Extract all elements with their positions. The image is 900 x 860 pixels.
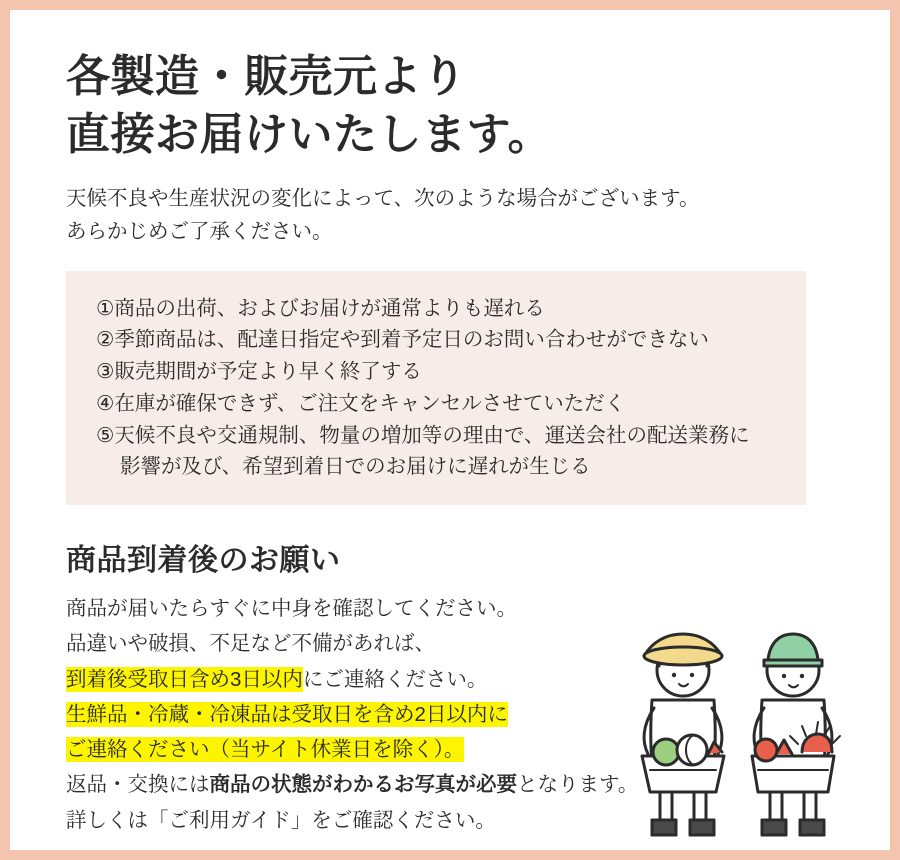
section-body [66, 591, 846, 838]
body-line-6-post: となります。 [517, 773, 639, 797]
notice-text-1: 商品の出荷、およびお届けが通常よりも遅れる [114, 296, 545, 320]
notice-text-2: 季節商品は、配達日指定や到着予定日のお問い合わせができない [114, 328, 709, 352]
page-title [66, 48, 846, 164]
notice-text-4: 在庫が確保できず、ご注文をキャンセルさせていただく [114, 391, 626, 415]
body-line-7: 詳しくは「ご利用ガイド」をご確認ください。 [66, 808, 496, 832]
list-item [96, 420, 780, 484]
notice-marker-1: ① [96, 296, 115, 320]
body-line-6-pre: 返品・交換には [66, 773, 210, 797]
flyer-content [10, 10, 890, 850]
lead-line-2: あらかじめご了承ください。 [66, 220, 333, 244]
notice-text-5-continued: 影響が及び、希望到着日でのお届けに遅れが生じる [120, 455, 591, 479]
notice-text-5: 天候不良や交通規制、物量の増加等の理由で、運送会社の配送業務に [114, 423, 750, 447]
list-item [96, 388, 780, 420]
notice-list [96, 293, 780, 484]
notice-marker-5: ⑤ [96, 423, 115, 447]
notice-marker-3: ③ [96, 360, 115, 384]
notice-box [66, 271, 806, 506]
list-item [96, 356, 780, 388]
body-line-5 [66, 732, 846, 767]
list-item [96, 324, 780, 356]
body-line-2: 品違いや破損、不足など不備があれば、 [66, 632, 435, 656]
notice-text-3: 販売期間が予定より早く終了する [114, 360, 422, 384]
page-title-line-2: 直接お届けいたします。 [66, 110, 552, 160]
section-title: 商品到着後のお願い [66, 544, 341, 578]
highlight-3day-deadline: 到着後受取日含め3日以内 [66, 667, 303, 691]
notice-marker-2: ② [96, 328, 115, 352]
body-line-3 [66, 662, 846, 697]
highlight-contact-note: ご連絡ください（当サイト休業日を除く）。 [66, 738, 465, 762]
bold-photo-required: 商品の状態がわかるお写真が必要 [209, 773, 517, 797]
lead-line-1: 天候不良や生産状況の変化によって、次のような場合がございます。 [66, 187, 700, 211]
body-line-4 [66, 697, 846, 732]
highlight-fresh-goods-deadline: 生鮮品・冷蔵・冷凍品は受取日を含め2日以内に [66, 702, 508, 726]
notice-marker-4: ④ [96, 391, 115, 415]
lead-text [66, 182, 846, 248]
body-line-1: 商品が届いたらすぐに中身を確認してください。 [66, 597, 517, 621]
body-line-6 [66, 767, 846, 802]
body-line-3-rest: にご連絡ください。 [302, 667, 488, 691]
list-item [96, 293, 780, 325]
page-title-line-1: 各製造・販売元より [66, 52, 467, 101]
